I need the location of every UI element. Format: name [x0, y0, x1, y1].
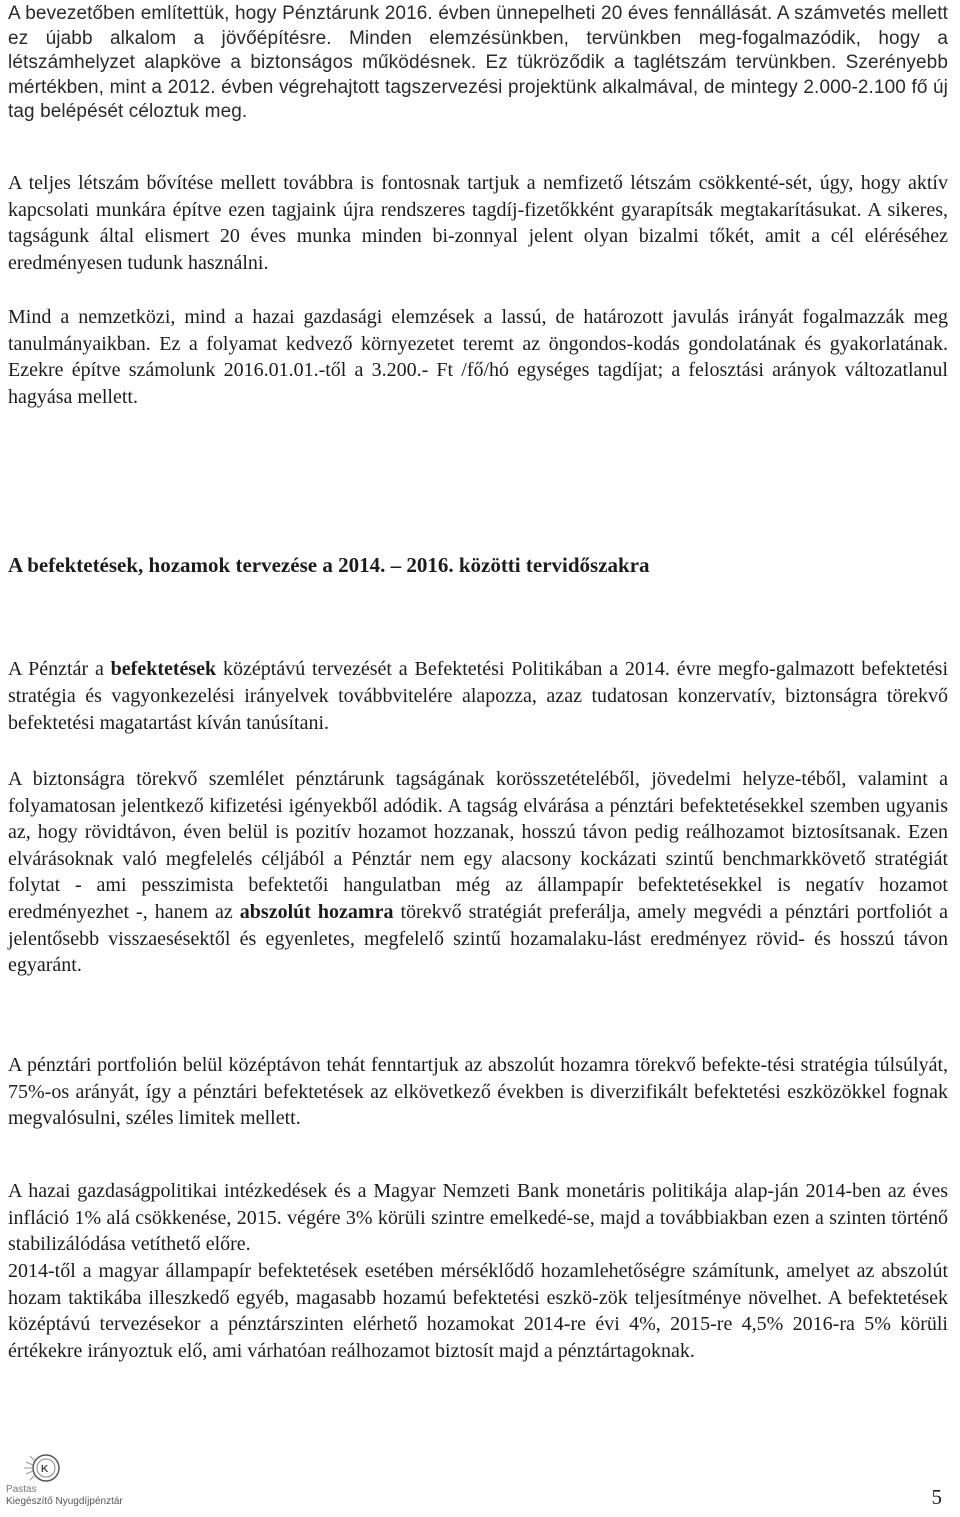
p5-text-before: A biztonságra törekvő szemlélet pénztárunk tagságának korösszetételéből, jövedelmi helyze-téből, valamint a folyamatosan jelentkező kifizetési igényekből adódik. A tagság elvárása a pénztári befektetésekkel szemben ugyanis az, hogy rövidtávon, éven belül is pozitív hozamot hozzanak, hosszú távon pedig reálhozamot biztosítsanak. Ezen elvárásoknak való megfelelés céljából a Pénztár nem egy alacsony kockázati szintű benchmarkkövető stratégiát folytat - ami pesszimista befektetői hangulatban még az állampapír befektetésekkel is negatív hozamot eredményezhet -, hanem az: [8, 768, 948, 923]
logo-emblem-icon: [6, 1448, 66, 1488]
paragraph-portfolio: A pénztári portfolión belül középtávon tehát fenntartjuk az abszolút hozamra törekvő befekte-tési stratégia túlsúlyát, 75%-os arányát, így a pénztári befektetések az elkövetkező években is diverzifikált befektetési eszközökkel fognak megvalósulni, széles limitek mellett.: [8, 1054, 948, 1129]
fund-logo: [6, 1448, 176, 1510]
paragraph-membership: A teljes létszám bővítése mellett továbbra is fontosnak tartjuk a nemfizető létszám csökkenté-sét, úgy, hogy aktív kapcsolati munkára építve ezen tagjaink újra rendszeres tagdíj-fizetőkként gyarapítsák megtakarításukat. A sikeres, tagságunk által elismert 20 éves munka minden bi-zonnyal jelent olyan bizalmi tőkét, amit a cél eléréséhez eredményesen tudunk használni.: [8, 172, 948, 274]
p4-text-before: A Pénztár a: [8, 658, 111, 680]
paragraph-inflation: A hazai gazdaságpolitikai intézkedések és a Magyar Nemzeti Bank monetáris politikája alap-ján 2014-ben az éves infláció 1% alá csökkenése, 2015. végére 3% körüli szintre emelkedé-se, majd a továbbiakban ezen a szinten történő stabilizálódása vetíthető előre.: [8, 1180, 948, 1255]
logo-text-line1: Pastas: [6, 1484, 37, 1495]
svg-text:K: K: [41, 1464, 49, 1475]
paragraph-intro: A bevezetőben említettük, hogy Pénztárunk 2016. évben ünnepelheti 20 éves fennállását. A számvetés mellett ez újabb alkalom a jövőépítésre. Minden elemzésünkben, tervünkben meg-fogalmazódik, hogy a létszámhelyzet alapköve a biztonságos működésnek. Ez tükröződik a taglétszám tervünkben. Szerényebb mértékben, mint a 2012. évben végrehajtott tagszervezési projektünk alkalmával, de mintegy 2.000-2.100 fő új tag belépését céloztuk meg.: [8, 3, 948, 122]
p5-text-after: törekvő stratégiát preferálja, amely megvédi a pénztári portfoliót a jelentősebb visszaesésektől és egyenletes, megfelelő szintű hozamalaku-lást eredményez rövid- és hosszú távon egyaránt.: [8, 900, 948, 977]
p4-text-after: középtávú tervezését a Befektetési Politikában a 2014. évre megfo-galmazott befektetési stratégia és vagyonkezelési irányelvek továbbvitelére alapozza, azaz tudatosan konzervatív, biztonságra törekvő befektetési magatartást kíván tanúsítani.: [8, 658, 949, 734]
paragraph-economy: Mind a nemzetközi, mind a hazai gazdasági elemzések a lassú, de határozott javulás irányát fogalmazzák meg tanulmányaikban. Ez a folyamat kedvező környezetet teremt az öngondos-kodás gondolatának és gyakorlatának. Ezekre építve számolunk 2016.01.01.-től a 3.200.- Ft /fő/hó egységes tagdíjat; a felosztási arányok változatlanul hagyása mellett.: [8, 306, 948, 408]
paragraph-investment-planning: [8, 656, 948, 737]
p4-bold: befektetések: [110, 658, 217, 680]
logo-text-line2: Kiegészítő Nyugdíjpénztár: [6, 1496, 123, 1507]
paragraph-safety-approach: [8, 766, 948, 979]
paragraph-yield-forecast: 2014-től a magyar állampapír befektetések esetében mérséklődő hozamlehetőségre számítunk, amelyet az abszolút hozam taktikába illeszkedő egyéb, magasabb hozamú befektetési eszkö-zök teljesítménye növelhet. A befektetések középtávú tervezésekor a pénztárszinten elérhető hozamokat 2014-re évi 4%, 2015-re 4,5% 2016-ra 5% körüli értékekre irányoztuk elő, ami várhatóan reálhozamot biztosít majd a pénztártagoknak.: [8, 1260, 948, 1362]
p5-bold: abszolút hozamra: [239, 900, 394, 923]
section-heading: A befektetések, hozamok tervezése a 2014. – 2016. közötti tervidőszakra: [8, 553, 650, 577]
page-number: 5: [931, 1485, 942, 1509]
